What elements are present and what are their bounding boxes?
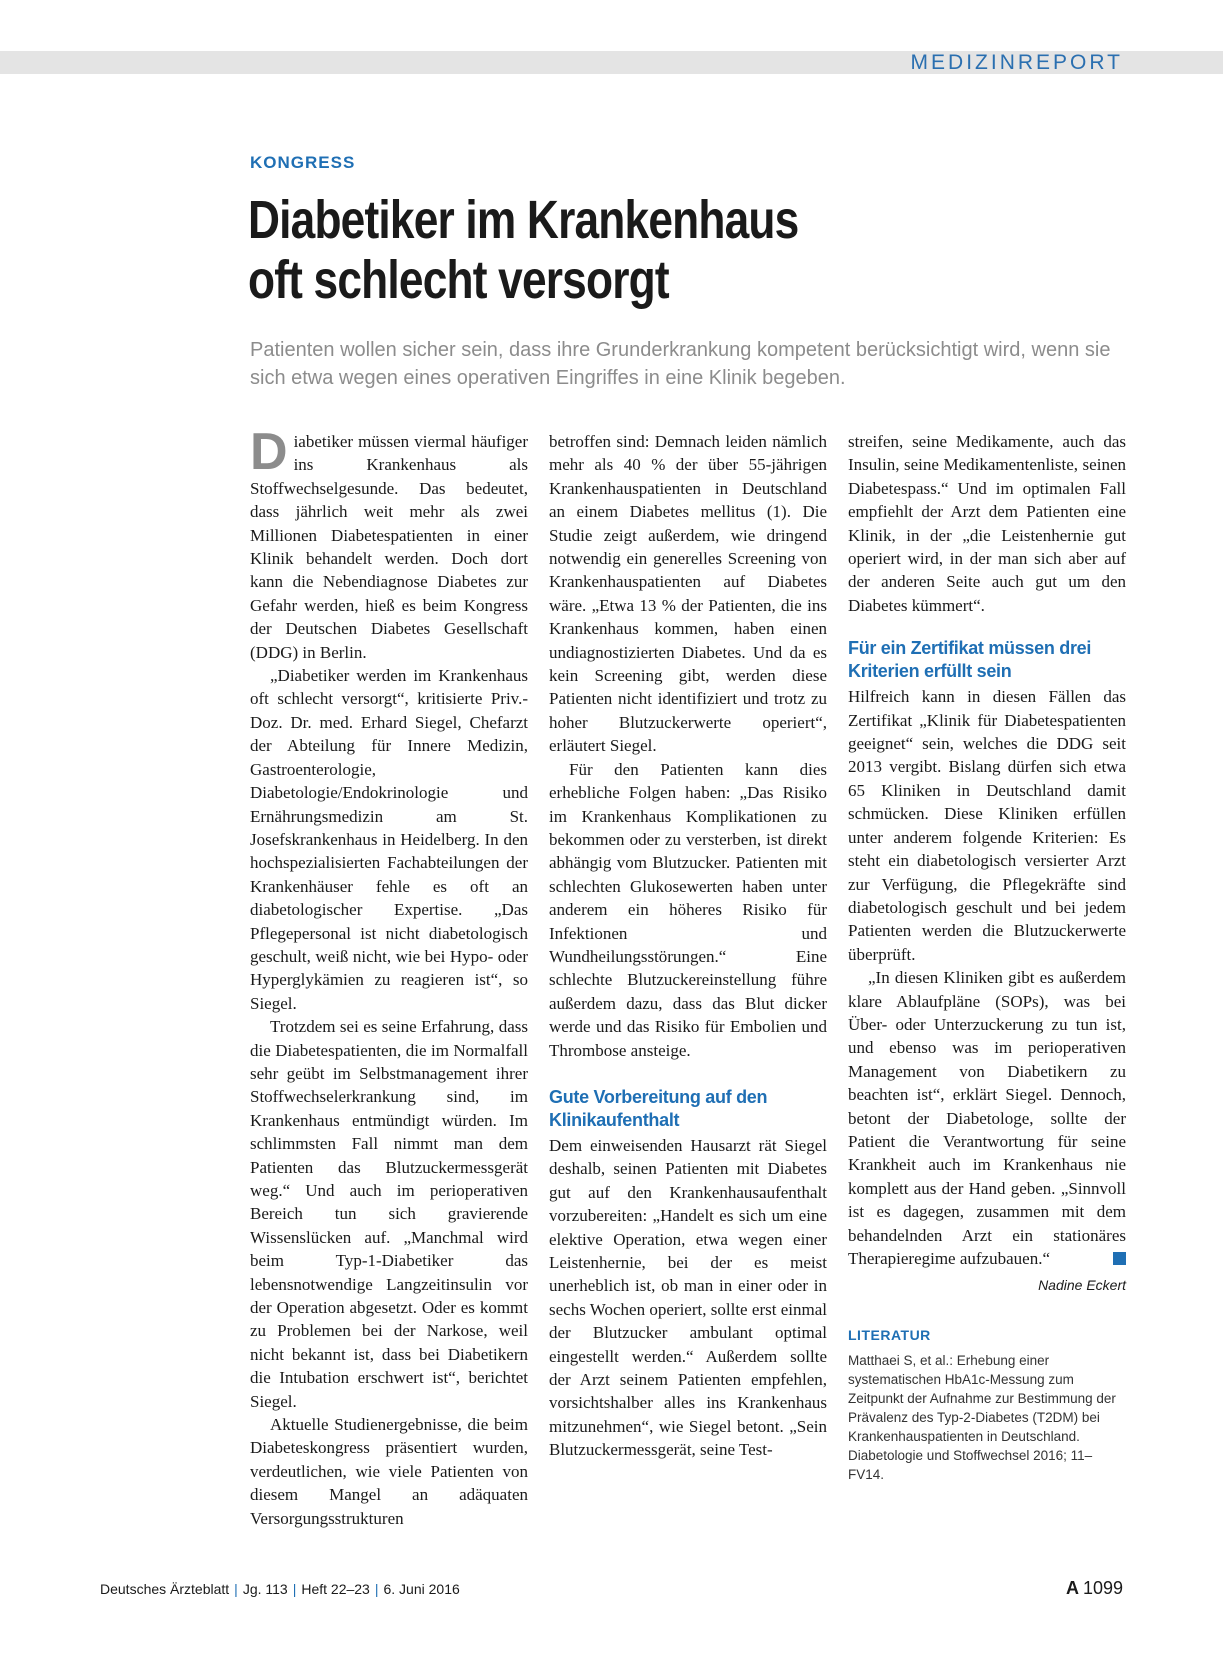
issue: Heft 22–23 (301, 1581, 370, 1597)
page-number (1066, 1578, 1123, 1599)
divider: | (234, 1581, 238, 1597)
author-name: Nadine Eckert (1038, 1277, 1126, 1294)
paragraph-text: „In diesen Kliniken gibt es außerdem klare Ablaufpläne (SOPs), was bei Über- oder Unterzuckerung zu tun ist, und ebenso was im perioperativen Management von Diabetikern zu beachten ist“, erklärt Siegel. Dennoch, betont der Diabetologe, sollte der Patient die Verantwortung für seine Krankheit auch im Krankenhaus nie komplett aus der Hand geben. „Sinnvoll ist es dagegen, zusammen mit dem behandelnden Arzt ein stationäres Therapieregime aufzubauen.“ (848, 968, 1126, 1268)
divider: | (292, 1581, 297, 1597)
text-column-3 (848, 430, 1126, 1484)
subheading: Für ein Zertifikat müssen drei Kriterien erfüllt sein (848, 638, 1092, 682)
literature-reference: Matthaei S, et al.: Erhebung einer systematischen HbA1c-Messung zum Zeitpunkt der Aufnahme zur Bestimmung der Prävalenz des Typ-2-Diabetes (T2DM) bei Krankenhauspatienten in Deutschland. Diabetologie und Stoffwechsel 2016; 11–FV14. (848, 1353, 1116, 1483)
paragraph: Für den Patienten kann dies erhebliche Folgen haben: „Das Risiko im Krankenhaus Komplikationen zu bekommen oder zu versterben, ist direkt abhängig vom Blutzucker. Patienten mit schlechten Glukosewerten haben unter anderem ein höheres Risiko für Infektionen und Wundheilungsstörungen.“ Eine schlechte Blutzuckereinstellung führe außerdem dazu, dass das Blut dicker werde und das Risiko für Embolien und Thrombose ansteige. (549, 759, 827, 1060)
page-number-value: 1099 (1082, 1578, 1123, 1598)
section-label: MEDIZINREPORT (910, 51, 1123, 74)
paragraph: streifen, seine Medikamente, auch das Insulin, seine Medikamentenliste, seinen Diabetespass.“ Und im optimalen Fall empfiehlt der Arzt dem Patienten eine Klinik, in der „die Leistenhernie gut operiert wird, in der man sich aber auf der anderen Seite auch gut um den Diabetes kümmert“. (848, 432, 1126, 615)
divider: | (374, 1581, 379, 1597)
issue-date: 6. Juni 2016 (383, 1581, 460, 1597)
paragraph: Aktuelle Studienergebnisse, die beim Diabeteskongress präsentiert wurden, verdeutlichen, wie viele Patienten von diesem Mangel an adäquaten Versorgungsstrukturen (250, 1415, 528, 1528)
paragraph: betroffen sind: Demnach leiden nämlich mehr als 40 % der über 55-jährigen Krankenhauspatienten in Deutschland an einem Diabetes mellitus (1). Die Studie zeigt außerdem, wie dringend notwendig ein generelles Screening von Krankenhauspatienten auf Diabetes wäre. „Etwa 13 % der Patienten, die ins Krankenhaus kommen, haben einen undiagnostizierten Diabetes. Und da es kein Screening gibt, werden diese Patienten nicht identifiziert und trotz zu hoher Blutzuckerwerte operiert“, erläutert Siegel. (549, 432, 827, 756)
paragraph: Hilfreich kann in diesen Fällen das Zertifikat „Klinik für Diabetespatienten geeignet“ sein, welches die DDG seit 2013 vergibt. Bislang dürfen sich etwa 65 Kliniken in Deutschland damit schmücken. Diese Kliniken erfüllen unter anderem folgende Kriterien: Es steht ein diabetologisch versierter Arzt zur Verfügung, die Pflegekräfte sind diabetologisch geschult und bei jedem Patienten werden die Blutzuckerwerte überprüft. (848, 687, 1126, 964)
title-line-2: oft schlecht versorgt (248, 250, 669, 310)
title-line-1: Diabetiker im Krankenhaus (248, 190, 799, 250)
subheading: Gute Vorbereitung auf den Klinikaufenthalt (549, 1086, 768, 1130)
article-subtitle: Patienten wollen sicher sein, dass ihre Grunderkrankung kompetent berücksichtigt wird, wenn sie sich etwa wegen eines operativen Eingriffes in eine Klinik begeben. (250, 339, 1111, 389)
text-column-1 (250, 423, 528, 1530)
paragraph-text: iabetiker müssen viermal häufiger ins Krankenhaus als Stoffwechselgesunde. Das bedeutet, dass jährlich weit mehr als zwei Millionen Diabetespatienten in einer Klinik behandelt werden. Doch dort kann die Nebendiagnose Diabetes zur Gefahr werden, hieß es beim Kongress der Deutschen Diabetes Gesellschaft (DDG) in Berlin. (250, 432, 528, 662)
paragraph: „Diabetiker werden im Krankenhaus oft schlecht versorgt“, kritisierte Priv.-Doz. Dr. med. Erhard Siegel, Chefarzt der Abteilung für Innere Medizin, Gastroenterologie, Diabetologie/Endokrinologie und Ernährungsmedizin am St. Josefskrankenhaus in Heidelberg. In den hochspezialisierten Fachabteilungen der Krankenhäuser fehle es oft an diabetologischer Expertise. „Das Pflegepersonal ist nicht diabetologisch geschult, weiß nicht, wie bei Hypo- oder Hyperglykämien zu reagieren ist“, so Siegel. (250, 666, 528, 1013)
text-column-2 (549, 430, 827, 1462)
article-title (248, 190, 986, 310)
end-mark-icon (1113, 1252, 1126, 1265)
footer-citation (100, 1581, 460, 1597)
volume: Jg. 113 (242, 1581, 288, 1597)
paragraph: Trotzdem sei es seine Erfahrung, dass die Diabetespatienten, die im Normalfall sehr geübt im Selbstmanagement ihrer Stoffwechselerkrankung sind, im Krankenhaus entmündigt würden. Im schlimmsten Fall nimmt man dem Patienten das Blutzuckermessgerät weg.“ Und auch im perioperativen Bereich tun sich gravierende Wissenslücken auf. „Manchmal wird beim Typ-1-Diabetiker das lebensnotwendige Langzeitinsulin vor der Operation abgesetzt. Oder es kommt zu Problemen bei der Narkose, weil nicht bekannt ist, dass bei Diabetikern die Intubation erschwert ist“, berichtet Siegel. (250, 1017, 528, 1411)
article-kicker: KONGRESS (250, 153, 356, 172)
paragraph: Dem einweisenden Hausarzt rät Siegel deshalb, seinen Patienten mit Diabetes gut auf den Krankenhausaufenthalt vorzubereiten: „Handelt es sich um eine elektive Operation, etwa wegen einer Leistenhernie, bei der es meist unerheblich ist, ob man in einer oder in sechs Wochen operiert, sollte erst einmal der Blutzucker ambulant optimal eingestellt werden.“ Außerdem sollte der Arzt seinem Patienten empfehlen, vorsichtshalber alles ins Krankenhaus mitzunehmen“, wie Siegel betont. „Sein Blutzuckermessgerät, seine Test- (549, 1135, 827, 1460)
journal-name: Deutsches Ärzteblatt (100, 1581, 230, 1597)
paragraph (250, 423, 528, 664)
paragraph (848, 966, 1126, 1270)
drop-cap: D (250, 423, 288, 481)
literature-heading: LITERATUR (848, 1326, 931, 1343)
page-prefix: A (1065, 1578, 1079, 1598)
